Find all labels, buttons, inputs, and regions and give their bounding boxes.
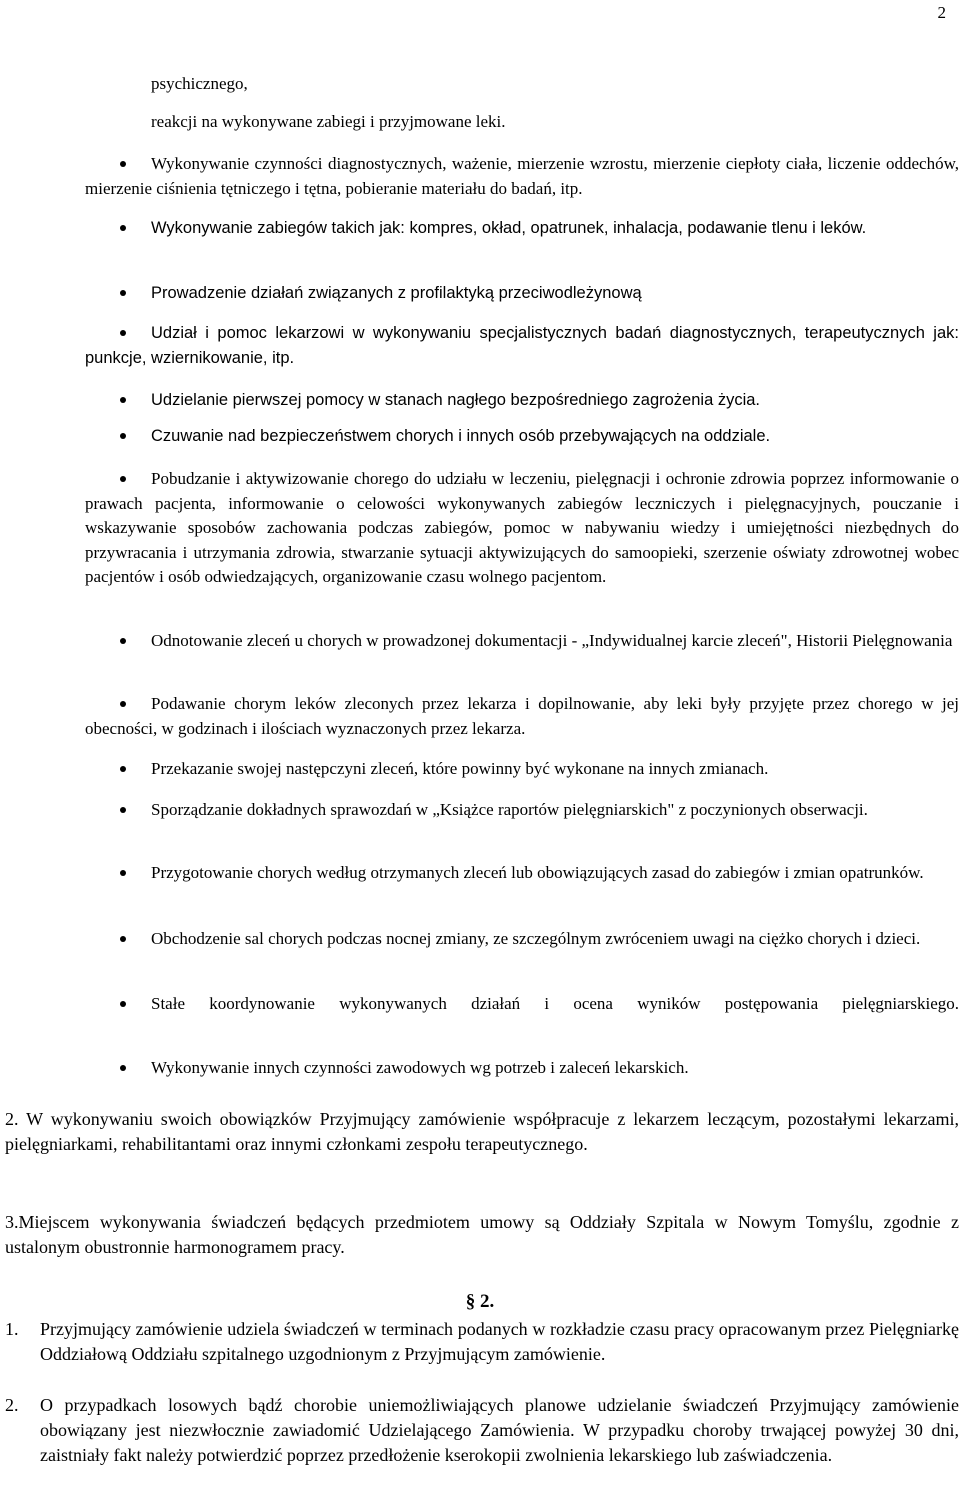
bullet-icon: [120, 936, 126, 942]
numbered-item: 1. Przyjmujący zamówienie udziela świadczeń w terminach podanych w rozkładzie czasu pracy opracowanym przez Pielęgniarkę Oddziałową Oddziału szpitalnego uzgodnionym z Przyjmującym zamówienie.: [5, 1319, 959, 1364]
bullet-icon: [120, 701, 126, 707]
list-item: Stałe koordynowanie wykonywanych działań i ocena wyników postępowania pielęgniarskiego.: [85, 992, 959, 1017]
numbered-item: 2. O przypadkach losowych bądź chorobie uniemożliwiających planowe udzielanie świadczeń Przyjmujący zamówienie obowiązany jest niezwłocznie zawiadomić Udzielającego Zamówienia. W przypadku choroby trwającej powyżej 30 dni, zaistniały fakt należy potwierdzić poprzez przedłożenie kserokopii zwolnienia lekarskiego lub zaświadczenia.: [5, 1395, 959, 1465]
bullet-icon: [120, 290, 126, 296]
bullet-icon: [120, 1001, 126, 1007]
bullet-icon: [120, 1065, 126, 1071]
paragraph-cooperation: 2. W wykonywaniu swoich obowiązków Przyjmujący zamówienie współpracuje z lekarzem leczącym, pozostałymi lekarzami, pielęgniarkami, rehabilitantami oraz innymi członkami zespołu terapeutycznego.: [5, 1109, 959, 1154]
list-item: Udział i pomoc lekarzowi w wykonywaniu specjalistycznych badań diagnostycznych, terapeutycznych jak: punkcje, wziernikowanie, itp.: [85, 324, 959, 367]
bullet-icon: [120, 766, 126, 772]
section-heading: § 2.: [465, 1291, 495, 1312]
page-number: 2: [937, 3, 946, 22]
bullet-icon: [120, 433, 126, 439]
list-item: Pobudzanie i aktywizowanie chorego do udziału w leczeniu, pielęgnacji i ochronie zdrowia poprzez informowanie o prawach pacjenta, informowanie o celowości wykonywanych zabiegów leczniczych i pielęgnacyjnych, pouczanie i wskazywanie sposobów zachowania podczas zabiegów, pomoc w nabywaniu wiedzy i umiejętności niezbędnych do przywracania i utrzymania zdrowia, stwarzanie sytuacji aktywizujących do samoopieki, szerzenie oświaty zdrowotnej wobec pacjentów i osób odwiedzających, organizowanie czasu wolnego pacjentom.: [85, 469, 959, 586]
bullet-icon: [120, 225, 126, 231]
list-item: Przekazanie swojej następczyni zleceń, które powinny być wykonane na innych zmianach.: [85, 757, 959, 782]
bullet-icon: [120, 807, 126, 813]
list-item: Udzielanie pierwszej pomocy w stanach nagłego bezpośredniego zagrożenia życia.: [85, 388, 959, 413]
list-item: Wykonywanie zabiegów takich jak: kompres, okład, opatrunek, inhalacja, podawanie tlenu i leków.: [85, 216, 959, 241]
list-item: Obchodzenie sal chorych podczas nocnej zmiany, ze szczególnym zwróceniem uwagi na ciężko chorych i dzieci.: [85, 927, 959, 952]
list-item: Podawanie chorym leków zleconych przez lekarza i dopilnowanie, aby leki były przyjęte przez chorego w jej obecności, w godzinach i ilościach wyznaczonych przez lekarza.: [85, 694, 959, 738]
list-item: Przygotowanie chorych według otrzymanych zleceń lub obowiązujących zasad do zabiegów i zmian opatrunków.: [85, 861, 959, 886]
list-item: Odnotowanie zleceń u chorych w prowadzonej dokumentacji - „Indywidualnej karcie zleceń", Historii Pielęgnowania: [85, 629, 959, 654]
bullet-icon: [120, 330, 126, 336]
paragraph-location: 3.Miejscem wykonywania świadczeń będących przedmiotem umowy są Oddziały Szpitala w Nowym Tomyślu, zgodnie z ustalonym obustronnie harmonogramem pracy.: [5, 1212, 959, 1257]
continuation-line: psychicznego,: [151, 74, 248, 93]
bullet-icon: [120, 870, 126, 876]
bullet-icon: [120, 638, 126, 644]
bullet-icon: [120, 397, 126, 403]
list-item: Wykonywanie innych czynności zawodowych wg potrzeb i zaleceń lekarskich.: [85, 1056, 959, 1081]
bullet-icon: [120, 161, 126, 167]
list-item: Wykonywanie czynności diagnostycznych, ważenie, mierzenie wzrostu, mierzenie ciepłoty ciała, liczenie oddechów, mierzenie ciśnienia tętniczego i tętna, pobieranie materiału do badań, itp.: [85, 154, 959, 198]
list-item: Prowadzenie działań związanych z profilaktyką przeciwodleżynową: [85, 281, 959, 306]
list-item: Sporządzanie dokładnych sprawozdań w „Książce raportów pielęgniarskich" z poczynionych obserwacji.: [85, 798, 959, 823]
bullet-icon: [120, 476, 126, 482]
continuation-line: reakcji na wykonywane zabiegi i przyjmowane leki.: [151, 112, 506, 131]
list-item: Czuwanie nad bezpieczeństwem chorych i innych osób przebywających na oddziale.: [85, 424, 959, 449]
